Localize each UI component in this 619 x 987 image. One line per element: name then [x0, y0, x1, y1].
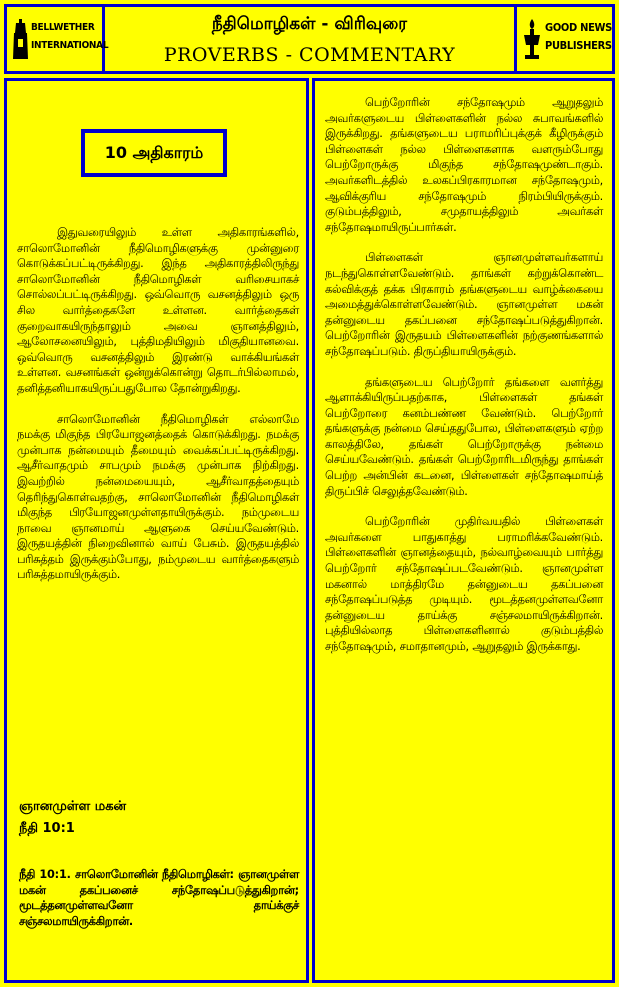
bellwether-logo-line1: BELLWETHER [31, 22, 95, 33]
verse-paragraph: நீதி 10:1. சாலொமோனின் நீதிமொழிகள்: ஞானமுள்ள மகன் தகப்பனைச் சந்தோஷப்படுத்துகிறான்; மூடத்தனமுள்ளவனோ தாய்க்குச் சஞ்சலமாயிருக்கிறான். [19, 868, 299, 928]
good-news-logo [514, 7, 612, 71]
verse-text [19, 867, 299, 929]
section-reference: நீதி 10:1 [19, 821, 75, 836]
paragraph: பிள்ளைகள் ஞானமுள்ளவர்களாய் நடந்துகொள்ளவேண்டும். தாங்கள் கற்றுக்கொண்ட கல்விக்குத் தக்க பிரகாரம் தங்களுடைய வாழ்க்கையை அமைத்துக்கொள்ளவேண்டும். ஞானமுள்ள மகன் தன்னுடைய தகப்பனை சந்தோஷப்படுத்துகிறான். பெற்றோரின் இருதயம் பிள்ளைகளின் நற்குணங்களால் சந்தோஷப்படும். திருப்தியாயிருக்கும். [325, 251, 603, 358]
paragraph: பெற்றோரின் சந்தோஷமும் ஆறுதலும் அவர்களுடைய பிள்ளைகளின் நல்ல சுபாவங்களில் இருக்கிறது. தங்களுடைய பராமரிப்புக்குக் கீழிருக்கும் பிள்ளைகள் நல்ல பிள்ளைகளாக வளரும்போது பெற்றோருக்கு மிகுந்த சந்தோஷமுண்டாகும். அவர்களிடத்தில் உலகப்பிரகாரமான சந்தோஷமும், ஆவிக்குரிய சந்தோஷமும் நிரம்பியிருக்கும். குடும்பத்திலும், சமுதாயத்திலும் அவர்கள் சந்தோஷமாயிருப்பார்கள். [325, 96, 603, 234]
good-news-logo-line2: PUBLISHERS [545, 39, 612, 52]
right-column [312, 78, 615, 983]
bellwether-logo-line2: INTERNATIONAL [31, 40, 109, 51]
bellwether-logo [7, 7, 109, 71]
paragraph: சாலொமோனின் நீதிமொழிகள் எல்லாமே நமக்கு மிகுந்த பிரயோஜனத்தைக் கொடுக்கிறது. நமக்கு முன்பாக நன்மையும் தீமையும் வைக்கப்பட்டிருக்கிறது. ஆசீர்வாதமும் சாபமும் நமக்கு முன்பாக நிற்கிறது. இவற்றில் நன்மையையும், ஆசீர்வாதத்தையும் தெரிந்துகொள்வதற்கு, சாலொமோனின் நீதிமொழிகள் மிகுந்த பிரயோஜனமுள்ளதாயிருக்கும். நம்முடைய நாவை ஞானமாய் ஆளுகை செய்யவேண்டும். இருதயத்தின் நிறைவினால் வாய் பேசும். இருதயத்தில் பரிசுத்தம் இருக்கும்போது, நம்முடைய வார்த்தைகளும் பரிசுத்தமாயிருக்கும். [17, 412, 299, 582]
left-column [4, 78, 309, 983]
section-heading: ஞானமுள்ள மகன் [19, 799, 127, 814]
intro-text [17, 225, 299, 583]
chapter-label: 10 அதிகாரம் [81, 129, 227, 177]
lamp-icon [523, 19, 541, 61]
page-title-english: PROVERBS - COMMENTARY [163, 44, 456, 66]
good-news-logo-line1: GOOD NEWS [545, 21, 612, 34]
paragraph: பெற்றோரின் முதிர்வயதில் பிள்ளைகள் அவர்களை பாதுகாத்து பராமரிக்கவேண்டும். பிள்ளைகளின் ஞானத்தையும், நல்வாழ்வையும் பார்த்து பெற்றோர் சந்தோஷப்படவேண்டும். ஞானமுள்ள மகனால் மாத்திரமே தன்னுடைய தகப்பனை சந்தோஷப்படுத்த முடியும். மூடத்தனமுள்ளவனோ தன்னுடைய தாய்க்கு சஞ்சலமாயிருக்கிறான். புத்தியில்லாத பிள்ளைகளினால் குடும்பத்தில் சந்தோஷமும், சமாதானமும், ஆறுதலும் இருக்காது. [325, 515, 603, 653]
bell-tower-icon [13, 19, 29, 61]
commentary-text [325, 95, 603, 655]
paragraph: தங்களுடைய பெற்றோர் தங்களை வளர்த்து ஆளாக்கியிருப்பதற்காக, பிள்ளைகள் தங்கள் பெற்றோரை கனம்பண்ண வேண்டும். பெற்றோர் தங்களுக்கு நன்மை செய்ததுபோல, பிள்ளைகளும் ஏற்ற காலத்திலே, தங்கள் பெற்றோருக்கு நன்மை செய்யவேண்டும். தங்கள் பெற்றோரிடமிருந்து தாங்கள் பெற்ற அன்பின் கடனை, பிள்ளைகள் சந்தோஷமாய்த் திருப்பிச் செலுத்தவேண்டும். [325, 375, 603, 498]
page-header [4, 4, 615, 74]
paragraph: இதுவரையிலும் உள்ள அதிகாரங்களில், சாலொமோனின் நீதிமொழிகளுக்கு முன்னுரை கொடுக்கப்பட்டிருக்கிறது. இந்த அதிகாரத்திலிருந்து சாலொமோனின் நீதிமொழிகள் வரிசையாகச் சொல்லப்பட்டிருக்கிறது. ஒவ்வொரு வசனத்திலும் ஒரு சில வார்த்தைகளே உள்ளன. வார்த்தைகள் குறைவாகயிருந்தாலும் அவை ஞானத்திலும், ஆலோசனையிலும், புத்திமதியிலும் மிகுதியானவை. ஒவ்வொரு வசனத்திலும் இரண்டு வாக்கியங்கள் உள்ளன. வசனங்கள் ஒன்றுக்கொன்று தொடர்பில்லாமல், தனித்தனியாகயிருப்பதுபோல தோன்றுகிறது. [17, 226, 299, 395]
page-title-tamil: நீதிமொழிகள் - விரிவுரை [211, 14, 408, 34]
